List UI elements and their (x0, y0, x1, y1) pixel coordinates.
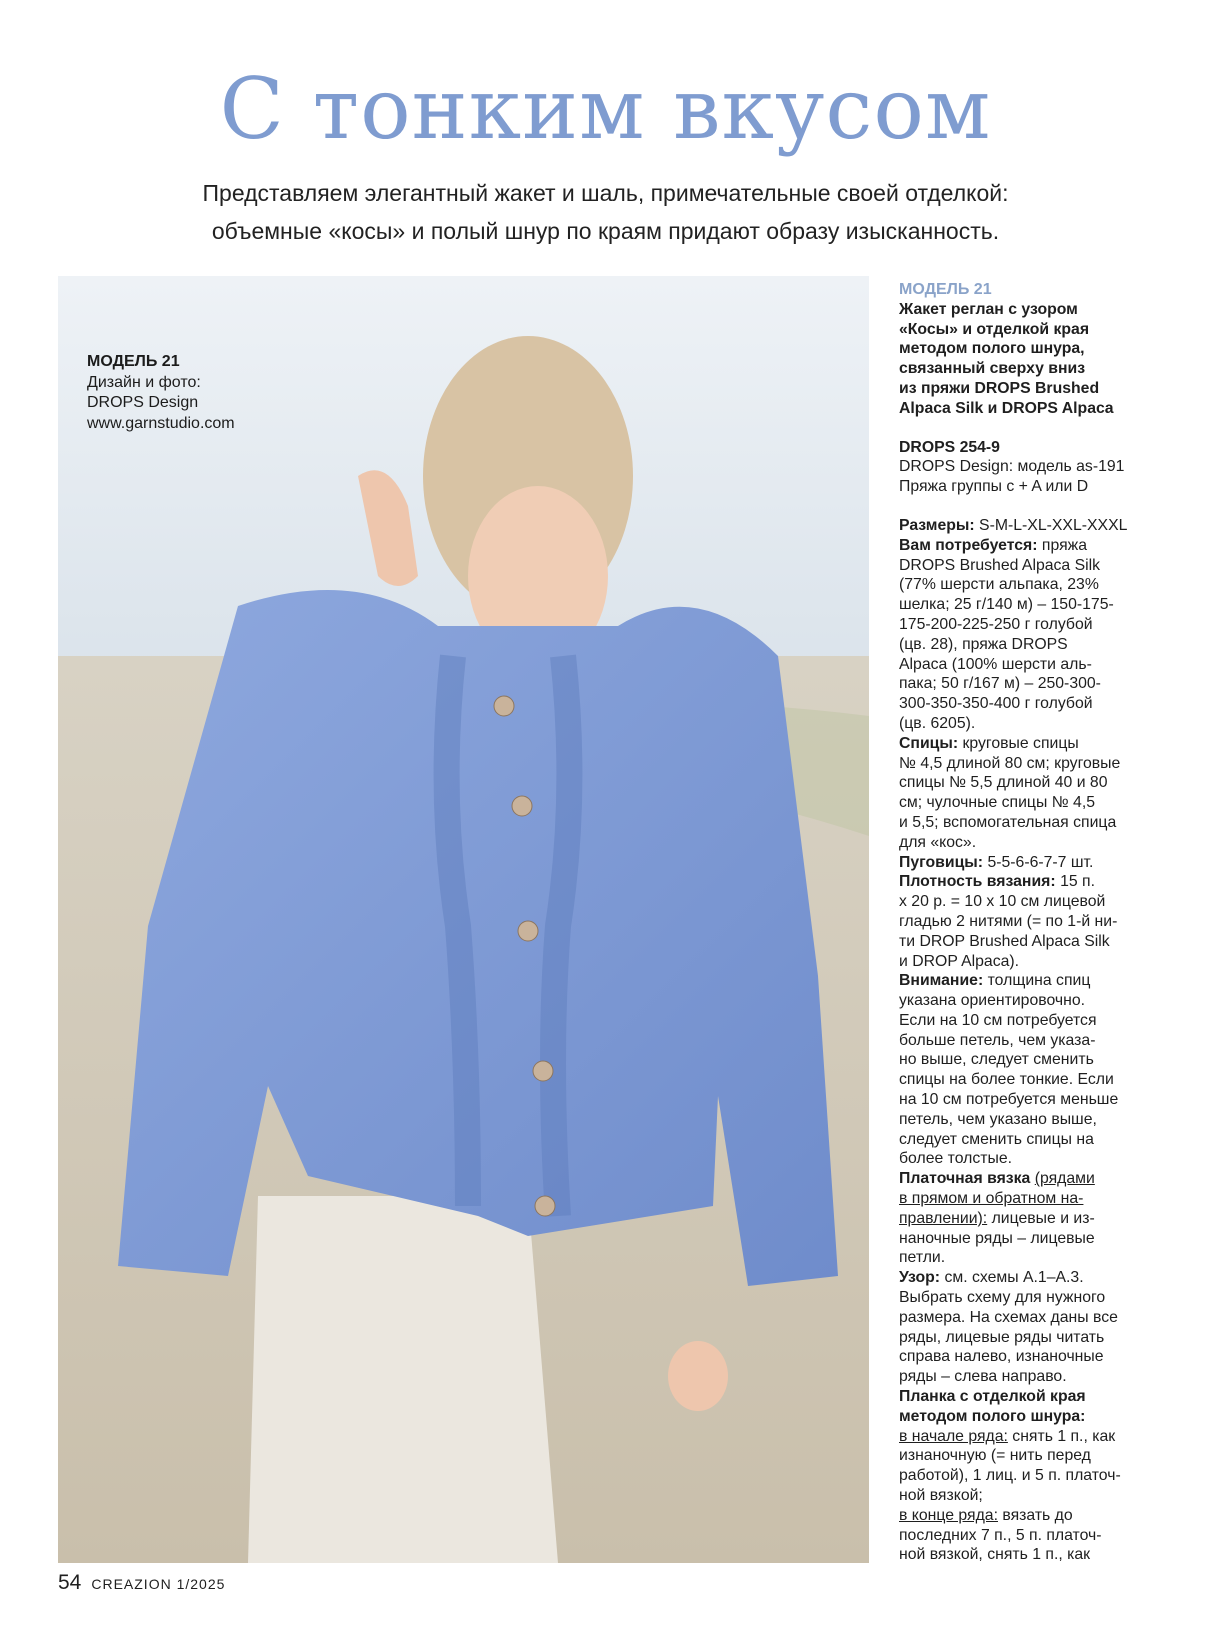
row-start-line: изнаночную (= нить перед (899, 1447, 1091, 1465)
row-end-label: в конце ряда: (899, 1506, 998, 1524)
pattern-line: справа налево, изнаночные (899, 1348, 1104, 1366)
row-end-line: вязать до (1002, 1506, 1073, 1524)
row-start-label: в начале ряда: (899, 1427, 1008, 1445)
page-title: С тонким вкусом (219, 60, 992, 158)
caption-brand: DROPS Design (87, 394, 199, 411)
needles-line: для «кос». (899, 833, 977, 851)
trousers (248, 1196, 558, 1563)
caption-design-label: Дизайн и фото: (87, 373, 201, 391)
pattern-instructions (899, 280, 1169, 1565)
design-line: DROPS Design: модель as-191 (899, 458, 1125, 476)
button-3 (518, 921, 538, 941)
side-heading (899, 300, 1169, 419)
magazine-issue: CREAZION 1/2025 (91, 1576, 226, 1592)
row-end-line: последних 7 п., 5 п. платоч- (899, 1526, 1102, 1544)
garter-line: петли. (899, 1249, 946, 1267)
heading-line: Alpaca Silk и DROPS Alpaca (899, 399, 1114, 417)
need-row (899, 536, 1169, 556)
subtitle-line: Представляем элегантный жакет и шаль, примечательные своей отделкой: (202, 180, 1009, 206)
caption-model: МОДЕЛЬ 21 (87, 353, 180, 370)
row-start-row (899, 1427, 1169, 1447)
attention-line: указана ориентировочно. (899, 992, 1086, 1010)
gauge-line: гладью 2 нитями (= по 1-й ни- (899, 912, 1118, 930)
caption-url: www.garnstudio.com (87, 414, 235, 432)
heading-line: Жакет реглан с узором (899, 300, 1078, 318)
left-hand (668, 1341, 728, 1411)
buttons-row (899, 853, 1169, 873)
attention-line: следует сменить спицы на (899, 1130, 1094, 1148)
button-2 (512, 796, 532, 816)
need-line: 175-200-225-250 г голубой (899, 615, 1093, 633)
gauge-line: х 20 р. = 10 х 10 см лицевой (899, 893, 1106, 911)
model-photo (58, 276, 869, 1563)
garter-line: лицевые и из- (991, 1209, 1095, 1227)
attention-line: толщина спиц (987, 972, 1091, 990)
sizes-row (899, 516, 1169, 536)
garter-label: Платочная вязка (899, 1170, 1031, 1188)
garter-note: правлении): (899, 1209, 988, 1227)
heading-line: из пряжи DROPS Brushed (899, 379, 1100, 397)
row-end-line: ной вязкой, снять 1 п., как (899, 1546, 1091, 1564)
sizes-label: Размеры: (899, 516, 975, 534)
need-line: 300-350-350-400 г голубой (899, 695, 1093, 713)
heading-line: «Косы» и отделкой края (899, 320, 1090, 338)
pattern-line: ряды – слева направо. (899, 1368, 1067, 1386)
band-label: методом полого шнура: (899, 1407, 1086, 1425)
gauge-row (899, 872, 1169, 892)
row-start-line: снять 1 п., как (1012, 1427, 1116, 1445)
page-footer (58, 1571, 225, 1595)
attention-label: Внимание: (899, 972, 984, 990)
heading-line: связанный сверху вниз (899, 360, 1086, 378)
subtitle-line: объемные «косы» и полый шнур по краям придают образу изысканность. (211, 218, 1000, 244)
needles-line: № 4,5 длиной 80 см; круговые (899, 754, 1121, 772)
subtitle (60, 174, 1151, 250)
pattern-line: см. схемы А.1–А.3. (944, 1269, 1084, 1287)
photo-caption (87, 352, 235, 434)
side-model-label: МОДЕЛЬ 21 (899, 281, 992, 298)
needles-line: круговые спицы (962, 734, 1079, 752)
pattern-row (899, 1268, 1169, 1288)
yarn-group: Пряжа группы c + A или D (899, 478, 1089, 496)
needles-line: и 5,5; вспомогательная спица (899, 813, 1117, 831)
garter-line: наночные ряды – лицевые (899, 1229, 1095, 1247)
garter-row (899, 1169, 1169, 1189)
attention-line: петель, чем указано выше, (899, 1110, 1097, 1128)
sizes-value: S-M-L-XL-XXL-XXXL (979, 516, 1128, 534)
attention-row (899, 971, 1169, 991)
need-line: DROPS Brushed Alpaca Silk (899, 556, 1101, 574)
needles-row (899, 734, 1169, 754)
pattern-line: Выбрать схему для нужного (899, 1289, 1106, 1307)
garter-note: в прямом и обратном на- (899, 1190, 1084, 1208)
needles-line: см; чулочные спицы № 4,5 (899, 794, 1095, 812)
attention-line: более толстые. (899, 1150, 1013, 1168)
buttons-label: Пуговицы: (899, 853, 984, 871)
buttons-value: 5-5-6-6-7-7 шт. (987, 853, 1094, 871)
button-5 (535, 1196, 555, 1216)
pattern-line: ряды, лицевые ряды читать (899, 1328, 1105, 1346)
attention-line: Если на 10 см потребуется (899, 1011, 1097, 1029)
row-start-line: работой), 1 лиц. и 5 п. платоч- (899, 1467, 1121, 1485)
heading-line: методом полого шнура, (899, 340, 1085, 358)
need-label: Вам потребуется: (899, 536, 1038, 554)
page-number: 54 (58, 1571, 82, 1594)
band-label: Планка с отделкой края (899, 1388, 1086, 1406)
row-end-row (899, 1506, 1169, 1526)
gauge-line: 15 п. (1060, 873, 1095, 891)
need-line: (цв. 28), пряжа DROPS (899, 635, 1068, 653)
attention-line: на 10 см потребуется меньше (899, 1091, 1119, 1109)
need-line: пряжа (1041, 536, 1087, 554)
gauge-line: и DROP Alpaca). (899, 952, 1020, 970)
gauge-label: Плотность вязания: (899, 873, 1056, 891)
attention-line: спицы на более тонкие. Если (899, 1071, 1114, 1089)
gauge-line: ти DROP Brushed Alpaca Silk (899, 932, 1110, 950)
attention-line: больше петель, чем указа- (899, 1031, 1096, 1049)
photo-illustration (58, 276, 869, 1563)
need-line: шелка; 25 г/140 м) – 150-175- (899, 596, 1114, 614)
garter-note: (рядами (1034, 1170, 1095, 1188)
need-line: Alpaca (100% шерсти аль- (899, 655, 1092, 673)
button-1 (494, 696, 514, 716)
pattern-label: Узор: (899, 1269, 941, 1287)
button-4 (533, 1061, 553, 1081)
pattern-line: размера. На схемах даны все (899, 1308, 1118, 1326)
needles-line: спицы № 5,5 длиной 40 и 80 (899, 774, 1108, 792)
row-start-line: ной вязкой; (899, 1487, 983, 1505)
need-line: (цв. 6205). (899, 714, 976, 732)
needles-label: Спицы: (899, 734, 959, 752)
attention-line: но выше, следует сменить (899, 1051, 1094, 1069)
pattern-code: DROPS 254-9 (899, 438, 1000, 456)
need-line: (77% шерсти альпака, 23% (899, 576, 1099, 594)
need-line: пака; 50 г/167 м) – 250-300- (899, 675, 1101, 693)
